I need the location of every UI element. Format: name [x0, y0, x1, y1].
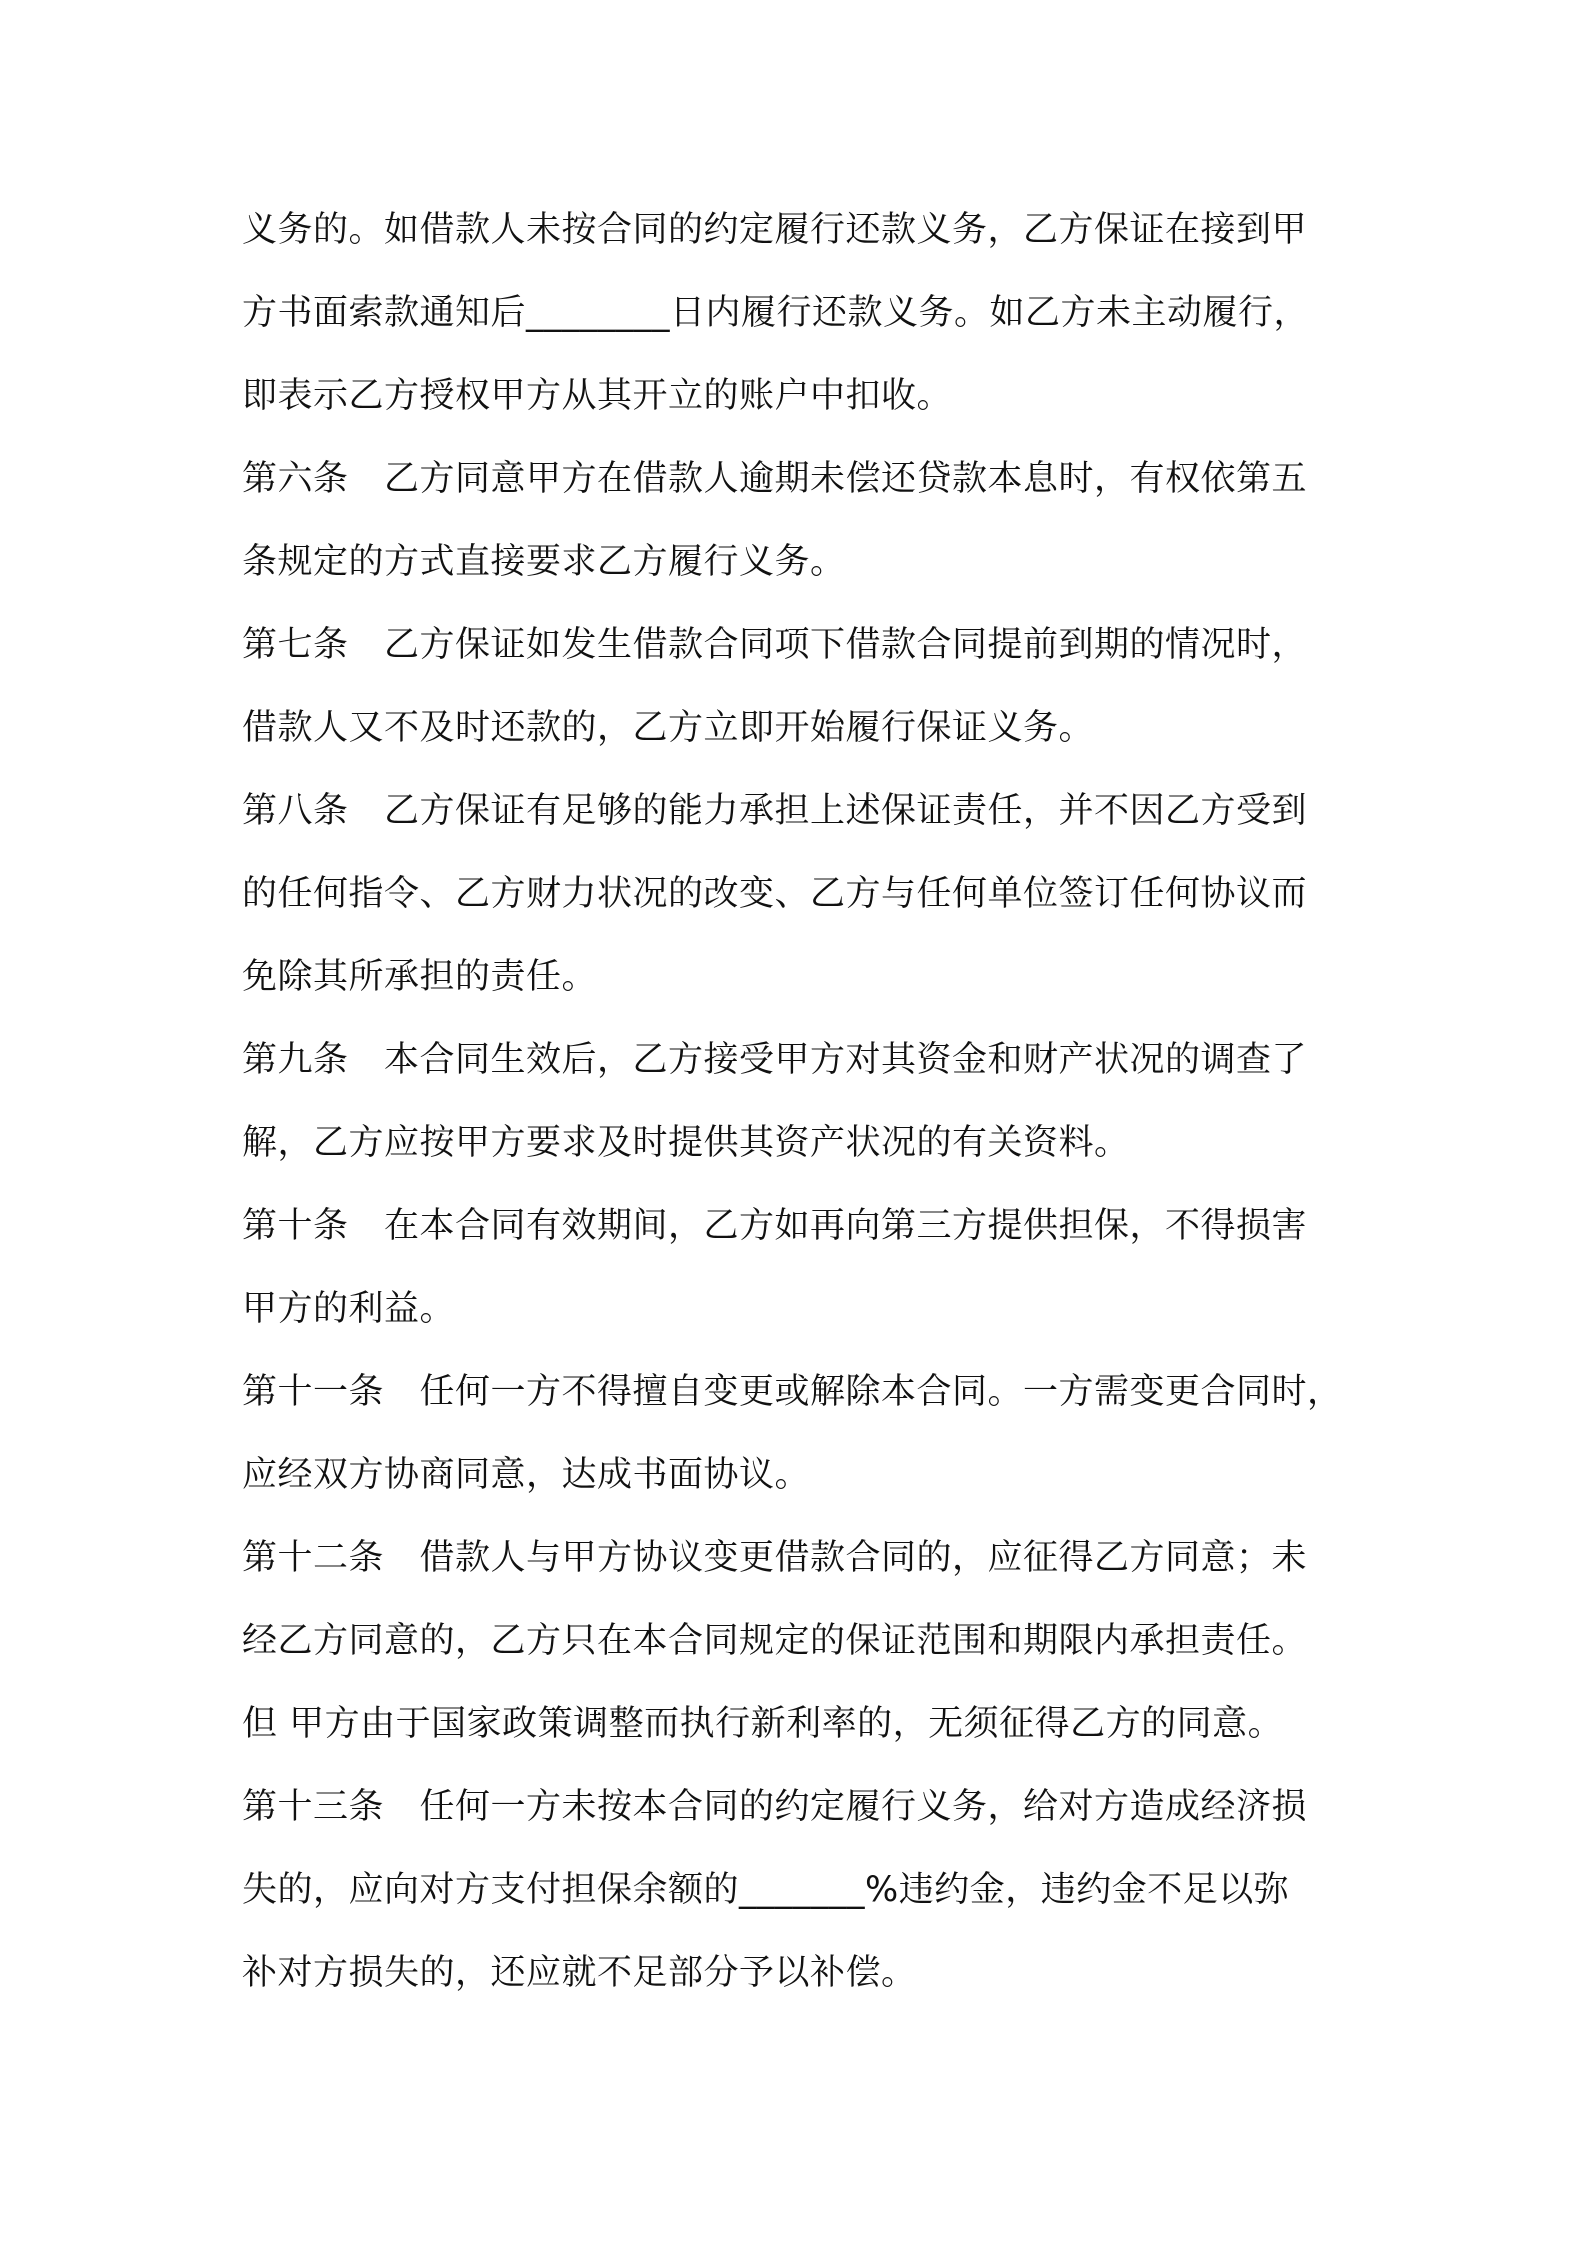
text-line: 补对方损失的，还应就不足部分予以补偿。: [242, 1953, 917, 1993]
text-line: 解，乙方应按甲方要求及时提供其资产状况的有关资料。: [242, 1123, 1130, 1163]
text-line: 第十二条 借款人与甲方协议变更借款合同的，应征得乙方同意；未: [242, 1538, 1308, 1578]
text-line: 但 甲方由于国家政策调整而执行新利率的，无须征得乙方的同意。: [242, 1704, 1284, 1744]
text-line: 第七条 乙方保证如发生借款合同项下借款合同提前到期的情况时，: [242, 625, 1308, 665]
text-line: 第十三条 任何一方未按本合同的约定履行义务，给对方造成经济损: [242, 1787, 1308, 1827]
text-line: 第六条 乙方同意甲方在借款人逾期未偿还贷款本息时，有权依第五: [242, 459, 1308, 499]
text-line: 即表示乙方授权甲方从其开立的账户中扣收。: [242, 376, 953, 416]
text-line: 第十条 在本合同有效期间，乙方如再向第三方提供担保，不得损害: [242, 1206, 1308, 1246]
text-line: 经乙方同意的，乙方只在本合同规定的保证范围和期限内承担责任。: [242, 1621, 1308, 1661]
text-line: 借款人又不及时还款的，乙方立即开始履行保证义务。: [242, 708, 1095, 748]
text-line: 甲方的利益。: [242, 1289, 456, 1329]
text-line: 免除其所承担的责任。: [242, 957, 598, 997]
text-line: 义务的。如借款人未按合同的约定履行还款义务，乙方保证在接到甲: [242, 210, 1308, 250]
text-line: 条规定的方式直接要求乙方履行义务。: [242, 542, 846, 582]
text-line: 的任何指令、乙方财力状况的改变、乙方与任何单位签订任何协议而: [242, 874, 1308, 914]
text-line: 第九条 本合同生效后，乙方接受甲方对其资金和财产状况的调查了: [242, 1040, 1308, 1080]
text-line: 第八条 乙方保证有足够的能力承担上述保证责任，并不因乙方受到: [242, 791, 1308, 831]
text-line: 应经双方协商同意，达成书面协议。: [242, 1455, 811, 1495]
text-line: 失的，应向对方支付担保余额的_______%违约金，违约金不足以弥: [242, 1870, 1290, 1910]
text-line: 第十一条 任何一方不得擅自变更或解除本合同。一方需变更合同时，: [242, 1372, 1343, 1412]
text-line: 方书面索款通知后________日内履行还款义务。如乙方未主动履行，: [242, 293, 1310, 333]
